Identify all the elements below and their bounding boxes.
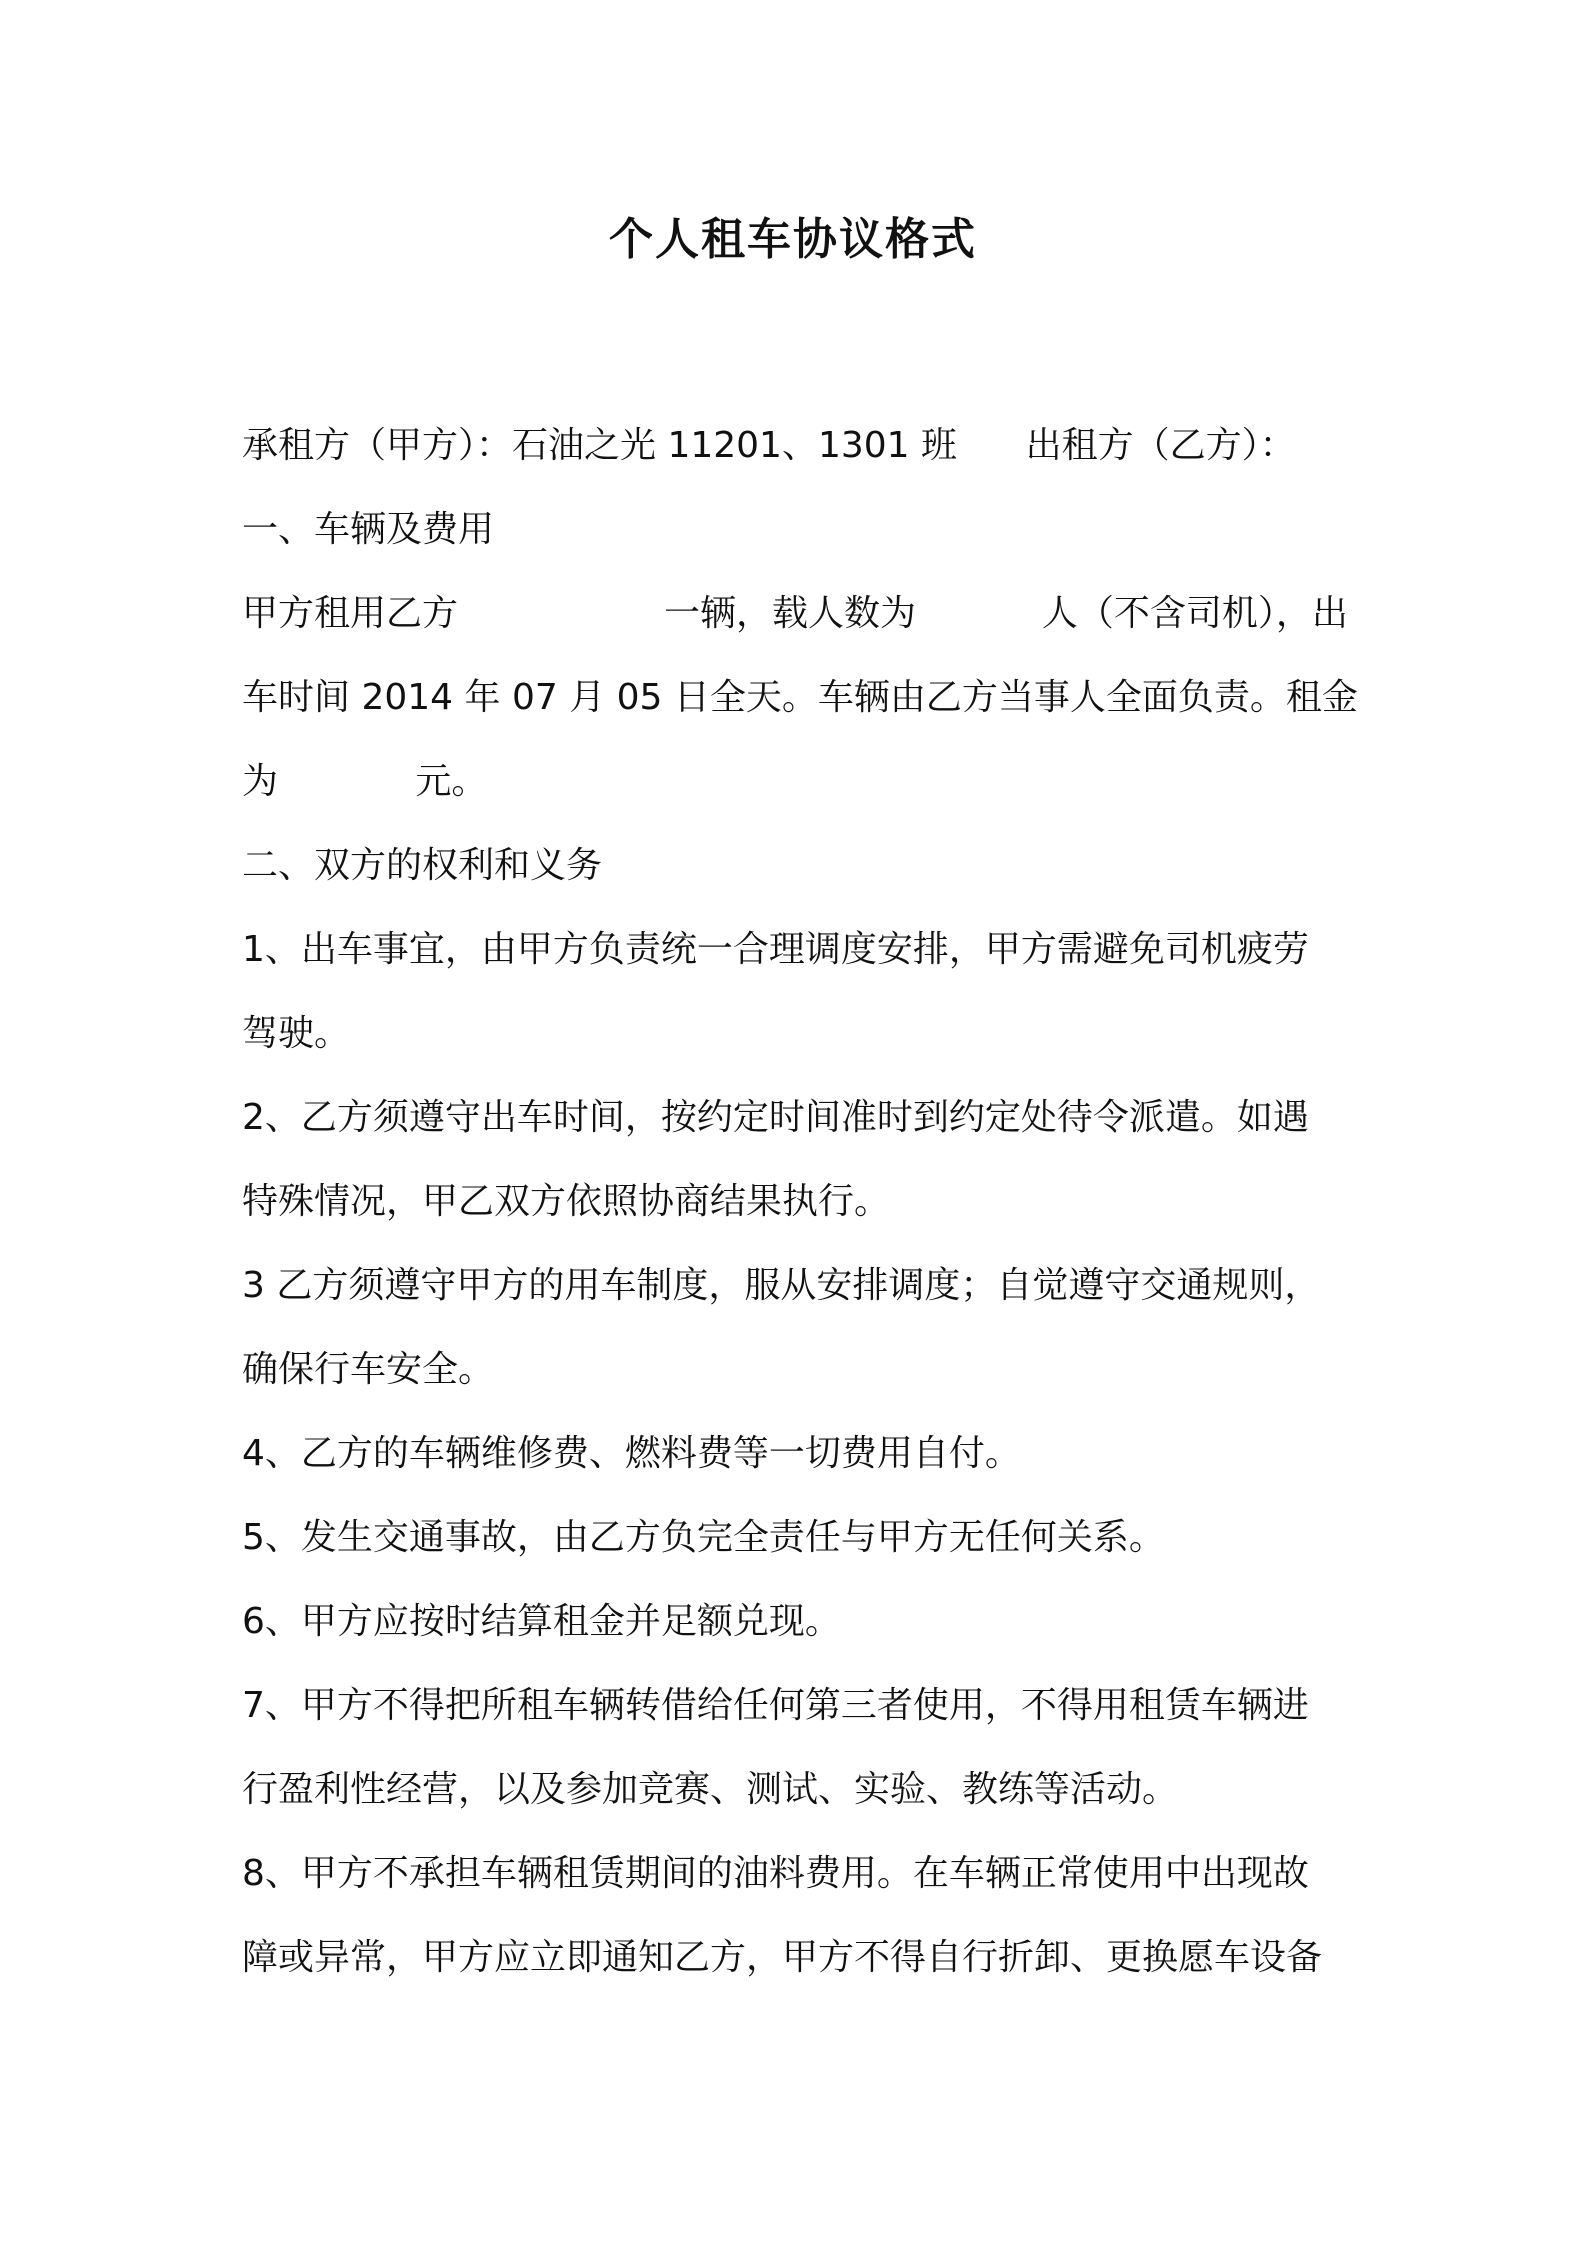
document-title: 个人租车协议格式 xyxy=(609,214,977,265)
paragraph-line: 甲方租用乙方 一辆，载人数为 人（不含司机），出 xyxy=(242,593,1348,634)
clause-line: 确保行车安全。 xyxy=(242,1349,495,1390)
clause-line: 特殊情况，甲乙双方依照协商结果执行。 xyxy=(242,1181,891,1222)
clause-line: 3 乙方须遵守甲方的用车制度，服从安排调度；自觉遵守交通规则， xyxy=(242,1265,1321,1306)
document-body xyxy=(242,404,1362,2000)
clause-line: 8、甲方不承担车辆租赁期间的油料费用。在车辆正常使用中出现故 xyxy=(242,1853,1309,1894)
clause-line: 4、乙方的车辆维修费、燃料费等一切费用自付。 xyxy=(242,1433,1021,1474)
section-heading-vehicle-fees: 一、车辆及费用 xyxy=(242,509,495,550)
clause-line: 行盈利性经营，以及参加竞赛、测试、实验、教练等活动。 xyxy=(242,1769,1179,1810)
paragraph-line: 车时间 2014 年 07 月 05 日全天。车辆由乙方当事人全面负责。租金 xyxy=(242,677,1358,718)
clause-line: 1、出车事宜，由甲方负责统一合理调度安排，甲方需避免司机疲劳 xyxy=(242,929,1309,970)
clause-line: 5、发生交通事故，由乙方负完全责任与甲方无任何关系。 xyxy=(242,1517,1165,1558)
parties-line: 承租方（甲方）：石油之光 11201、1301 班 出租方（乙方）： xyxy=(242,425,1296,466)
clause-line: 7、甲方不得把所租车辆转借给任何第三者使用，不得用租赁车辆进 xyxy=(242,1685,1309,1726)
clause-line: 2、乙方须遵守出车时间，按约定时间准时到约定处待令派遣。如遇 xyxy=(242,1097,1309,1138)
clause-line: 驾驶。 xyxy=(242,1013,351,1054)
clause-line: 障或异常，甲方应立即通知乙方，甲方不得自行折卸、更换愿车设备 xyxy=(242,1937,1323,1978)
clause-line: 6、甲方应按时结算租金并足额兑现。 xyxy=(242,1601,841,1642)
paragraph-line: 为 元。 xyxy=(242,761,488,802)
section-heading-rights-obligations: 二、双方的权利和义务 xyxy=(242,845,603,886)
